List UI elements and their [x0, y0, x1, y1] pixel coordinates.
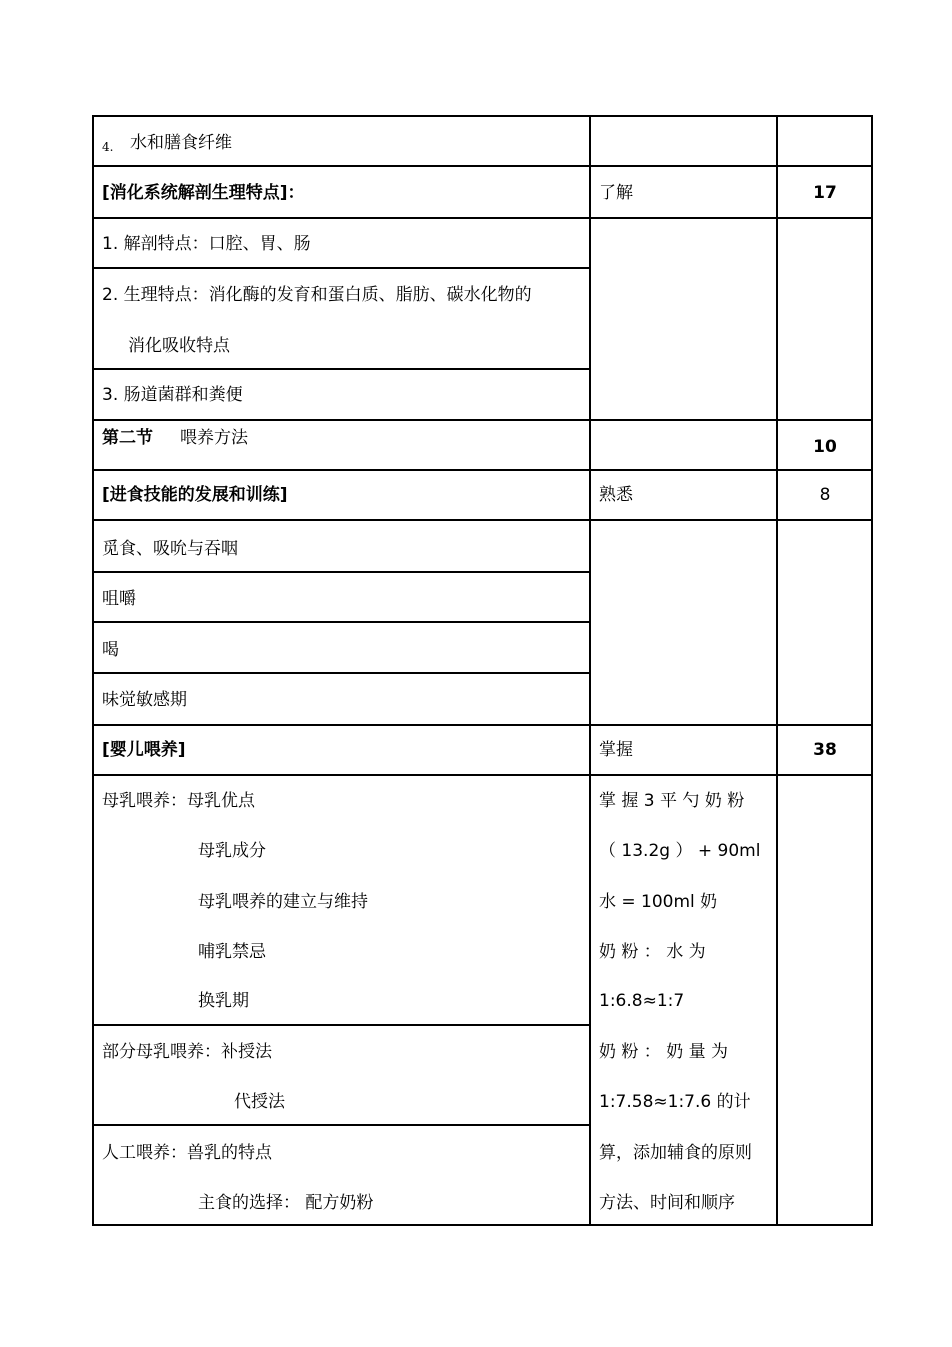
- row-divider: [92, 267, 590, 269]
- level-familiar: 熟悉: [599, 485, 633, 505]
- note-line: 1:7.58≈1:7.6 的计: [599, 1092, 751, 1112]
- row-divider: [92, 571, 590, 573]
- row-divider: [92, 774, 873, 776]
- row-divider: [92, 469, 873, 471]
- note-line: 奶 粉 ： 水 为: [599, 942, 706, 962]
- note-line: （ 13.2g ） + 90ml: [599, 841, 761, 861]
- row-divider: [92, 217, 873, 219]
- item-partial-supplement: 部分母乳喂养：补授法: [102, 1042, 272, 1062]
- row-divider: [92, 165, 873, 167]
- note-line: 方法、时间和顺序: [599, 1193, 735, 1213]
- row-divider: [92, 368, 590, 370]
- row-divider: [92, 1124, 590, 1126]
- hours-digestive: 17: [813, 183, 837, 203]
- level-understand: 了解: [599, 183, 633, 203]
- note-line: 1:6.8≈1:7: [599, 991, 685, 1011]
- item-physiology-cont: 消化吸收特点: [128, 336, 230, 356]
- row-divider: [92, 519, 873, 521]
- item-breast-composition: 母乳成分: [198, 841, 266, 861]
- item-rooting: 觅食、吸吮与吞咽: [102, 539, 238, 559]
- item-anatomy: 1. 解剖特点：口腔、胃、肠: [102, 234, 311, 254]
- row-divider: [92, 621, 590, 623]
- note-line: 算，添加辅食的原则: [599, 1143, 752, 1163]
- item-breast-establish: 母乳喂养的建立与维持: [198, 892, 368, 912]
- section-title-infant: [婴儿喂养]: [102, 740, 186, 760]
- item-drinking: 喝: [102, 640, 119, 660]
- row-divider: [92, 419, 873, 421]
- item-chewing: 咀嚼: [102, 589, 136, 609]
- note-line: 水 = 100ml 奶: [599, 892, 718, 912]
- note-line: 奶 粉 ： 奶 量 为: [599, 1042, 729, 1062]
- row-divider: [92, 724, 873, 726]
- item-physiology: 2. 生理特点：消化酶的发育和蛋白质、脂肪、碳水化物的: [102, 285, 532, 305]
- item-weaning: 换乳期: [198, 991, 249, 1011]
- row-divider: [92, 1024, 590, 1026]
- hours-infant: 38: [813, 740, 837, 760]
- item-artificial-milk: 人工喂养：兽乳的特点: [102, 1143, 272, 1163]
- hours-section2: 10: [813, 437, 837, 457]
- hours-skills: 8: [819, 485, 831, 505]
- column-divider-1: [589, 115, 591, 1226]
- section-title-skills: [进食技能的发展和训练]: [102, 485, 288, 505]
- section-title-digestive: [消化系统解剖生理特点]：: [102, 183, 305, 203]
- item-taste: 味觉敏感期: [102, 690, 187, 710]
- item-formula: 主食的选择： 配方奶粉: [198, 1193, 374, 1213]
- row-divider: [92, 672, 590, 674]
- section-title-feeding: 喂养方法: [180, 428, 248, 448]
- item-breast-contraindications: 哺乳禁忌: [198, 942, 266, 962]
- item-water-fiber: 水和膳食纤维: [130, 133, 232, 153]
- level-master: 掌握: [599, 740, 633, 760]
- section-label: 第二节: [102, 428, 153, 448]
- item-breast-advantages: 母乳喂养：母乳优点: [102, 791, 255, 811]
- item-gut-flora: 3. 肠道菌群和粪便: [102, 385, 243, 405]
- item-index: 4.: [102, 140, 114, 154]
- item-partial-substitute: 代授法: [234, 1092, 285, 1112]
- column-divider-2: [776, 115, 778, 1226]
- note-line: 掌 握 3 平 勺 奶 粉: [599, 791, 745, 811]
